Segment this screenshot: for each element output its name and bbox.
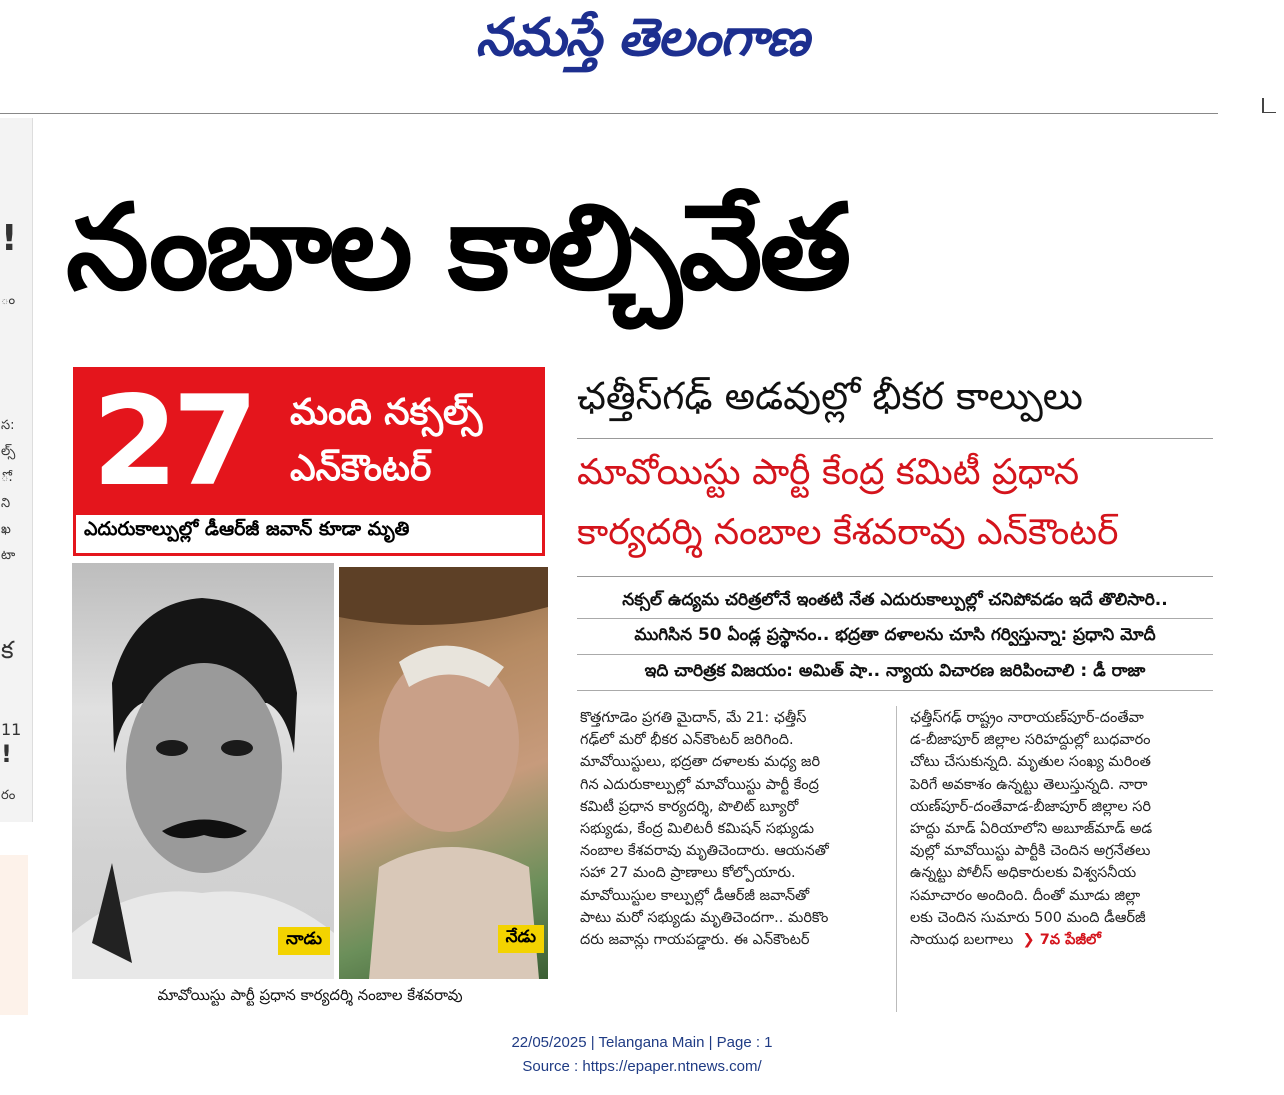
deck-line2: కార్యదర్శి నంబాల కేశవరావు ఎన్‌కౌంటర్	[577, 512, 1119, 553]
kicker-headline: ఛత్తీస్‌గఢ్ అడవుల్లో భీకర కాల్పులు	[577, 374, 1083, 418]
red-box-subtitle: ఎదురుకాల్పుల్లో డీఆర్‌జీ జవాన్ కూడా మృతి	[84, 518, 410, 540]
strip-fragment: రం	[1, 788, 16, 803]
article-line: సహా 27 మంది ప్రాణాలు కోల్పోయారు.	[580, 865, 796, 882]
article-line: వుల్లో మావోయిస్టు పార్టీకి చెందిన అగ్రనేతలు	[910, 843, 1151, 860]
article-line: మావోయిస్టుల కాల్పుల్లో డీఆర్‌జీ జవాన్‌తో	[580, 887, 810, 904]
article-line-last	[910, 929, 1215, 951]
casualty-count: 27	[92, 370, 253, 514]
blurb-divider	[577, 618, 1213, 619]
blurb-divider	[577, 654, 1213, 655]
continued-on-page-link[interactable]: ❯ 7వ పేజీలో	[1022, 932, 1101, 949]
strip-fragment: ల్స్	[1, 444, 16, 459]
masthead	[0, 0, 1284, 112]
strip-fragment: క	[1, 636, 14, 664]
article-line: పాటు మరో సభ్యుడు మృతిచెందగా.. మరికొం	[580, 909, 829, 926]
red-box-line2: ఎన్‌కౌంటర్	[290, 448, 432, 489]
article-line: సభ్యుడు, కేంద్ర మిలిటరీ కమిషన్ సభ్యుడు	[580, 821, 814, 838]
blurb-amit-shah: ఇది చారిత్రక విజయం: అమిత్ షా.. న్యాయ విచారణ జరిపించాలి : డీ రాజా	[644, 661, 1146, 681]
article-line: డ-బీజాపూర్ జిల్లాల సరిహద్దుల్లో బుధవారం	[910, 732, 1151, 749]
strip-fragment: ో.	[1, 470, 13, 485]
article-line: దరు జవాన్లు గాయపడ్డారు. ఈ ఎన్‌కౌంటర్	[580, 932, 810, 949]
main-headline: నంబాల కాల్చివేత	[66, 178, 849, 316]
continued-label: 7వ పేజీలో	[1039, 932, 1101, 949]
article-line: గిన ఎదురుకాల్పుల్లో మావోయిస్టు పార్టీ కేంద్ర	[580, 776, 819, 793]
photo-then	[72, 563, 334, 979]
strip-fragment: ఖ	[1, 522, 11, 537]
photo-caption: మావోయిస్టు పార్టీ ప్రధాన కార్యదర్శి నంబాల కేశవరావు	[157, 986, 463, 1004]
article-column-2	[910, 707, 1215, 951]
column-divider	[896, 706, 897, 1012]
article-line: చోటు చేసుకున్నది. మృతుల సంఖ్య మరింత	[910, 754, 1151, 771]
article-line: హద్దు మాడ్ ఏరియాలోని అబూజ్‌మాడ్ అడ	[910, 821, 1153, 838]
deck-line1: మావోయిస్టు పార్టీ కేంద్ర కమిటీ ప్రధాన	[577, 452, 1080, 493]
article-line: యణ్‌పూర్-దంతేవాడ-బీజాపూర్ జిల్లాల సరి	[910, 798, 1151, 815]
deck-divider	[577, 576, 1213, 577]
masthead-title: నమస్తే తెలంగాణ	[475, 8, 809, 68]
portrait-then-illustration	[72, 563, 334, 979]
article-line: ఉన్నట్టు పోలీస్ అధికారులకు విశ్వసనీయ	[910, 865, 1137, 882]
portrait-now-illustration	[339, 567, 548, 979]
blurb-history: నక్సల్ ఉద్యమ చరిత్రలోనే ఇంతటి నేత ఎదురుకాల్పుల్లో చనిపోవడం ఇదే తొలిసారి..	[622, 590, 1168, 610]
strip-fragment: ం	[1, 293, 16, 308]
article-line: ఛత్తీస్‌గఢ్ రాష్ట్రం నారాయణ్‌పూర్-దంతేవా	[910, 710, 1144, 726]
article-line: పెరిగే అవకాశం ఉన్నట్టు తెలుస్తున్నది. నారా	[910, 776, 1148, 793]
article-line: గఢ్‌లో మరో భీకర ఎన్‌కౌంటర్ జరిగింది.	[580, 732, 794, 749]
blurb-modi: ముగిసిన 50 ఏండ్ల ప్రస్థానం.. భద్రతా దళాలను చూసి గర్విస్తున్నా: ప్రధాని మోదీ	[634, 625, 1156, 645]
adjacent-page-strip	[0, 118, 33, 822]
photo-then-label: నాడు	[278, 927, 330, 955]
photo-now-label: నేడు	[498, 925, 544, 953]
strip-fragment: స:	[1, 418, 15, 433]
article-line: నంబాల కేశవరావు మృతిచెందారు. ఆయనతో	[580, 843, 829, 860]
article-line: కమిటీ ప్రధాన కార్యదర్శి, పొలిట్ బ్యూరో	[580, 798, 799, 815]
masthead-divider	[0, 113, 1218, 114]
kicker-divider	[577, 438, 1213, 439]
strip-fragment: !	[1, 218, 18, 259]
photo-now	[339, 567, 548, 979]
strip-fragment: ని	[1, 496, 11, 511]
strip-fragment: !	[1, 740, 12, 768]
article-column-1	[580, 707, 885, 951]
adjacent-page-strip-lower	[0, 855, 28, 1015]
footer-source: Source : https://epaper.ntnews.com/	[522, 1058, 762, 1075]
red-box-line1: మంది నక్సల్స్	[290, 392, 483, 433]
strip-fragment: 11	[1, 720, 22, 739]
article-line: సాయుధ బలగాలు	[910, 932, 1014, 949]
strip-fragment: టా	[1, 548, 16, 563]
blurb-divider	[577, 690, 1213, 691]
article-line: మావోయిస్టులు, భద్రతా దళాలకు మధ్య జరి	[580, 754, 821, 771]
footer-date-edition: 22/05/2025 | Telangana Main | Page : 1	[511, 1034, 773, 1051]
article-line: సమాచారం అందింది. దీంతో మూడు జిల్లా	[910, 887, 1141, 904]
article-line: లకు చెందిన సుమారు 500 మంది డీఆర్‌జీ	[910, 909, 1146, 926]
article-line: కొత్తగూడెం ప్రగతి మైదాన్, మే 21: ఛత్తీస్	[580, 710, 807, 726]
page-corner-mark	[1262, 98, 1276, 113]
